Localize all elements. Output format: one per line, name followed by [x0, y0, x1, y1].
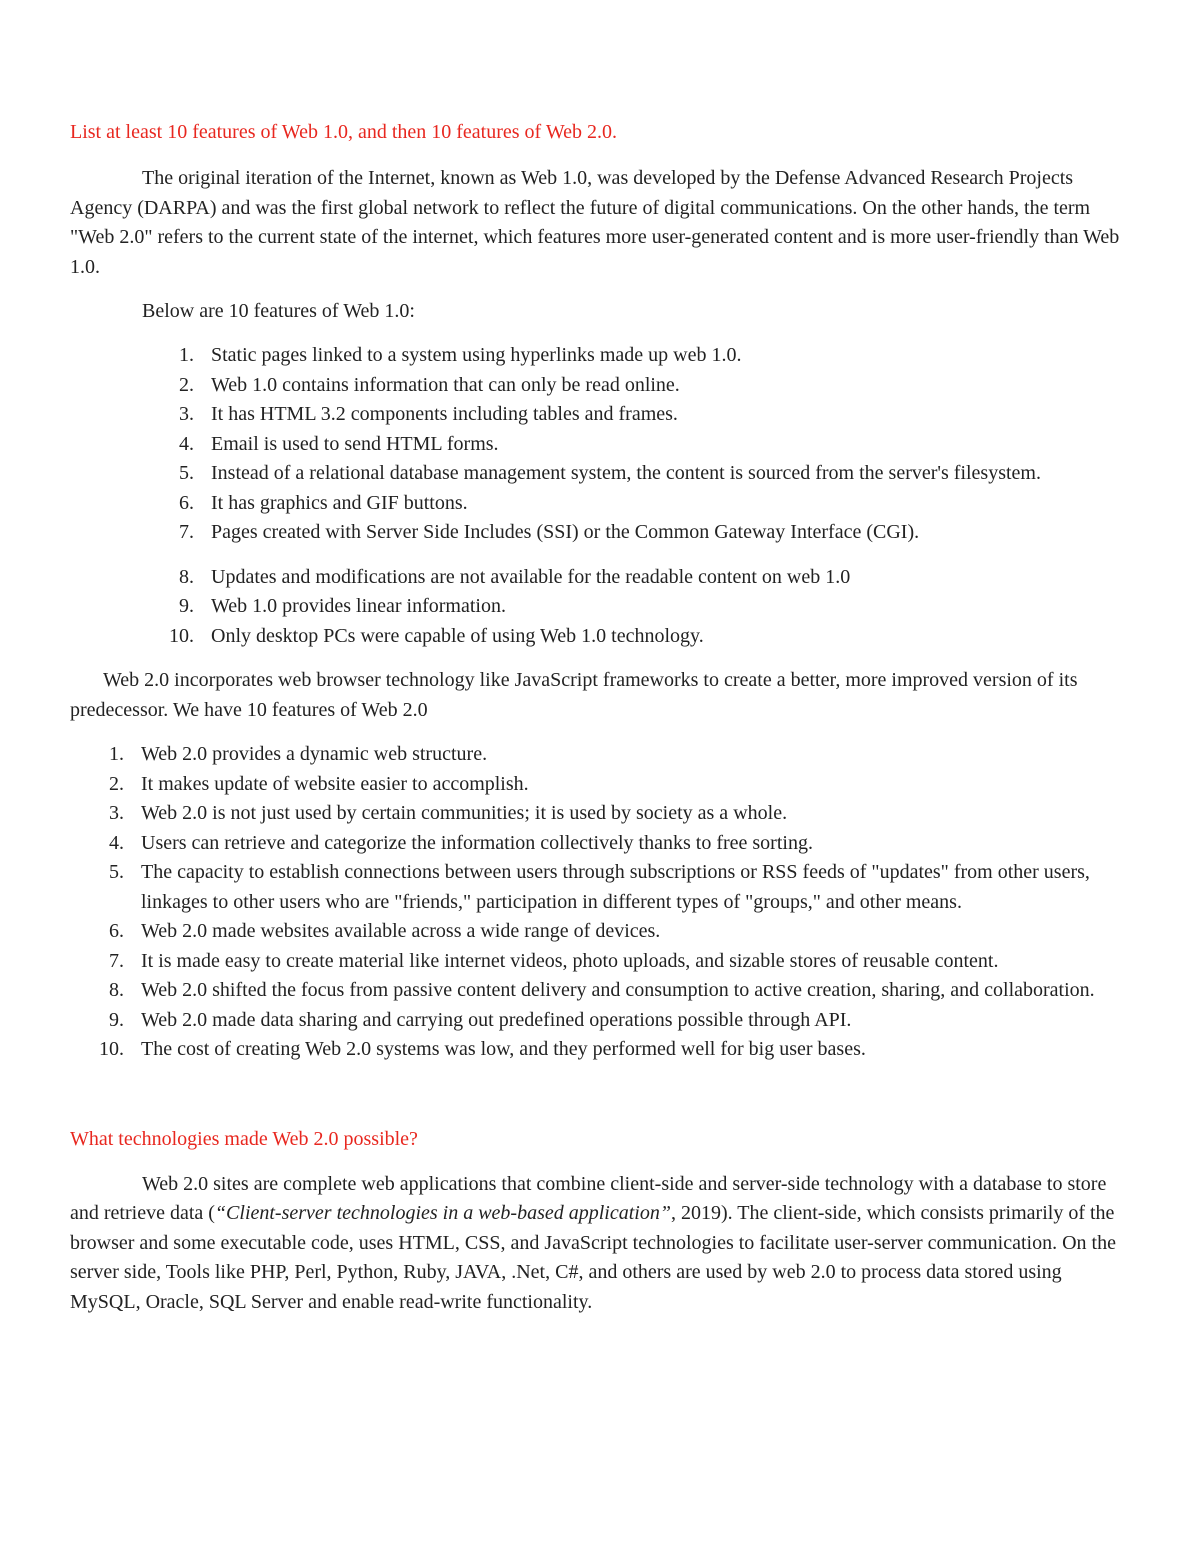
list-item: 3. Web 2.0 is not just used by certain communities; it is used by society as a whole.	[109, 802, 788, 824]
list-item: 6. Web 2.0 made websites available across a wide range of devices.	[109, 920, 661, 942]
citation: “Client-server technologies in a web-based application”	[214, 1202, 671, 1224]
technologies-paragraph: Web 2.0 sites are complete web applications that combine client-side and server-side technology with a database to store and retrieve data (“Client-server technologies in a web-based application”, 2019). The client-side, which consists primarily of the browser and some executable code, uses HTML, CSS, and JavaScript technologies to facilitate user-server communication. On the server side, Tools like PHP, Perl, Python, Ruby, JAVA, .Net, C#, and others are used by web 2.0 to process data stored using MySQL, Oracle, SQL Server and enable read-write functionality.	[70, 1172, 1116, 1313]
list-item: 3. It has HTML 3.2 components including tables and frames.	[179, 403, 678, 425]
list-item: 8. Updates and modifications are not available for the readable content on web 1.0	[179, 565, 851, 588]
list-item: 1. Web 2.0 provides a dynamic web structure.	[109, 743, 488, 765]
list-item: 1. Static pages linked to a system using hyperlinks made up web 1.0.	[179, 344, 742, 366]
list-item: 9. Web 1.0 provides linear information.	[179, 595, 506, 617]
list-item: 7. It is made easy to create material like internet videos, photo uploads, and sizable stores of reusable content.	[109, 949, 999, 972]
web1-lead: Below are 10 features of Web 1.0:	[142, 300, 415, 322]
list-item: 7. Pages created with Server Side Includes (SSI) or the Common Gateway Interface (CGI).	[179, 521, 920, 543]
list-item: 2. It makes update of website easier to accomplish.	[109, 772, 529, 795]
list-item: 5. Instead of a relational database management system, the content is sourced from the server's filesystem.	[179, 462, 1041, 484]
list-item: 4. Email is used to send HTML forms.	[179, 432, 499, 455]
document-page	[70, 118, 1132, 1317]
web2-intro-paragraph: Web 2.0 incorporates web browser technology like JavaScript frameworks to create a better, more improved version of its predecessor. We have 10 features of Web 2.0	[70, 669, 1078, 721]
list-item: 2. Web 1.0 contains information that can only be read online.	[179, 373, 680, 396]
list-item: 5. The capacity to establish connections between users through subscriptions or RSS feeds of "updates" from other users, linkages to other users who are "friends," participation in different types of "groups," and other means.	[109, 861, 1090, 913]
list-item: 9. Web 2.0 made data sharing and carrying out predefined operations possible through API.	[109, 1008, 852, 1031]
web1-feature-list	[70, 341, 1132, 651]
list-item: 10. Only desktop PCs were capable of using Web 1.0 technology.	[169, 624, 704, 647]
question-1-heading: List at least 10 features of Web 1.0, and then 10 features of Web 2.0.	[70, 121, 617, 143]
list-item: 4. Users can retrieve and categorize the information collectively thanks to free sorting.	[109, 831, 813, 854]
list-item: 8. Web 2.0 shifted the focus from passive content delivery and consumption to active creation, sharing, and collaboration.	[109, 979, 1095, 1001]
intro-paragraph: The original iteration of the Internet, known as Web 1.0, was developed by the Defense Advanced Research Projects Agency (DARPA) and was the first global network to reflect the future of digital communications. On the other hands, the term "Web 2.0" refers to the current state of the internet, which features more user-generated content and is more user-friendly than Web 1.0.	[70, 167, 1120, 278]
question-2-heading: What technologies made Web 2.0 possible?	[70, 1127, 418, 1150]
list-item: 10. The cost of creating Web 2.0 systems was low, and they performed well for big user bases.	[99, 1038, 866, 1060]
web2-feature-list	[70, 740, 1132, 1065]
list-item: 6. It has graphics and GIF buttons.	[179, 491, 468, 514]
